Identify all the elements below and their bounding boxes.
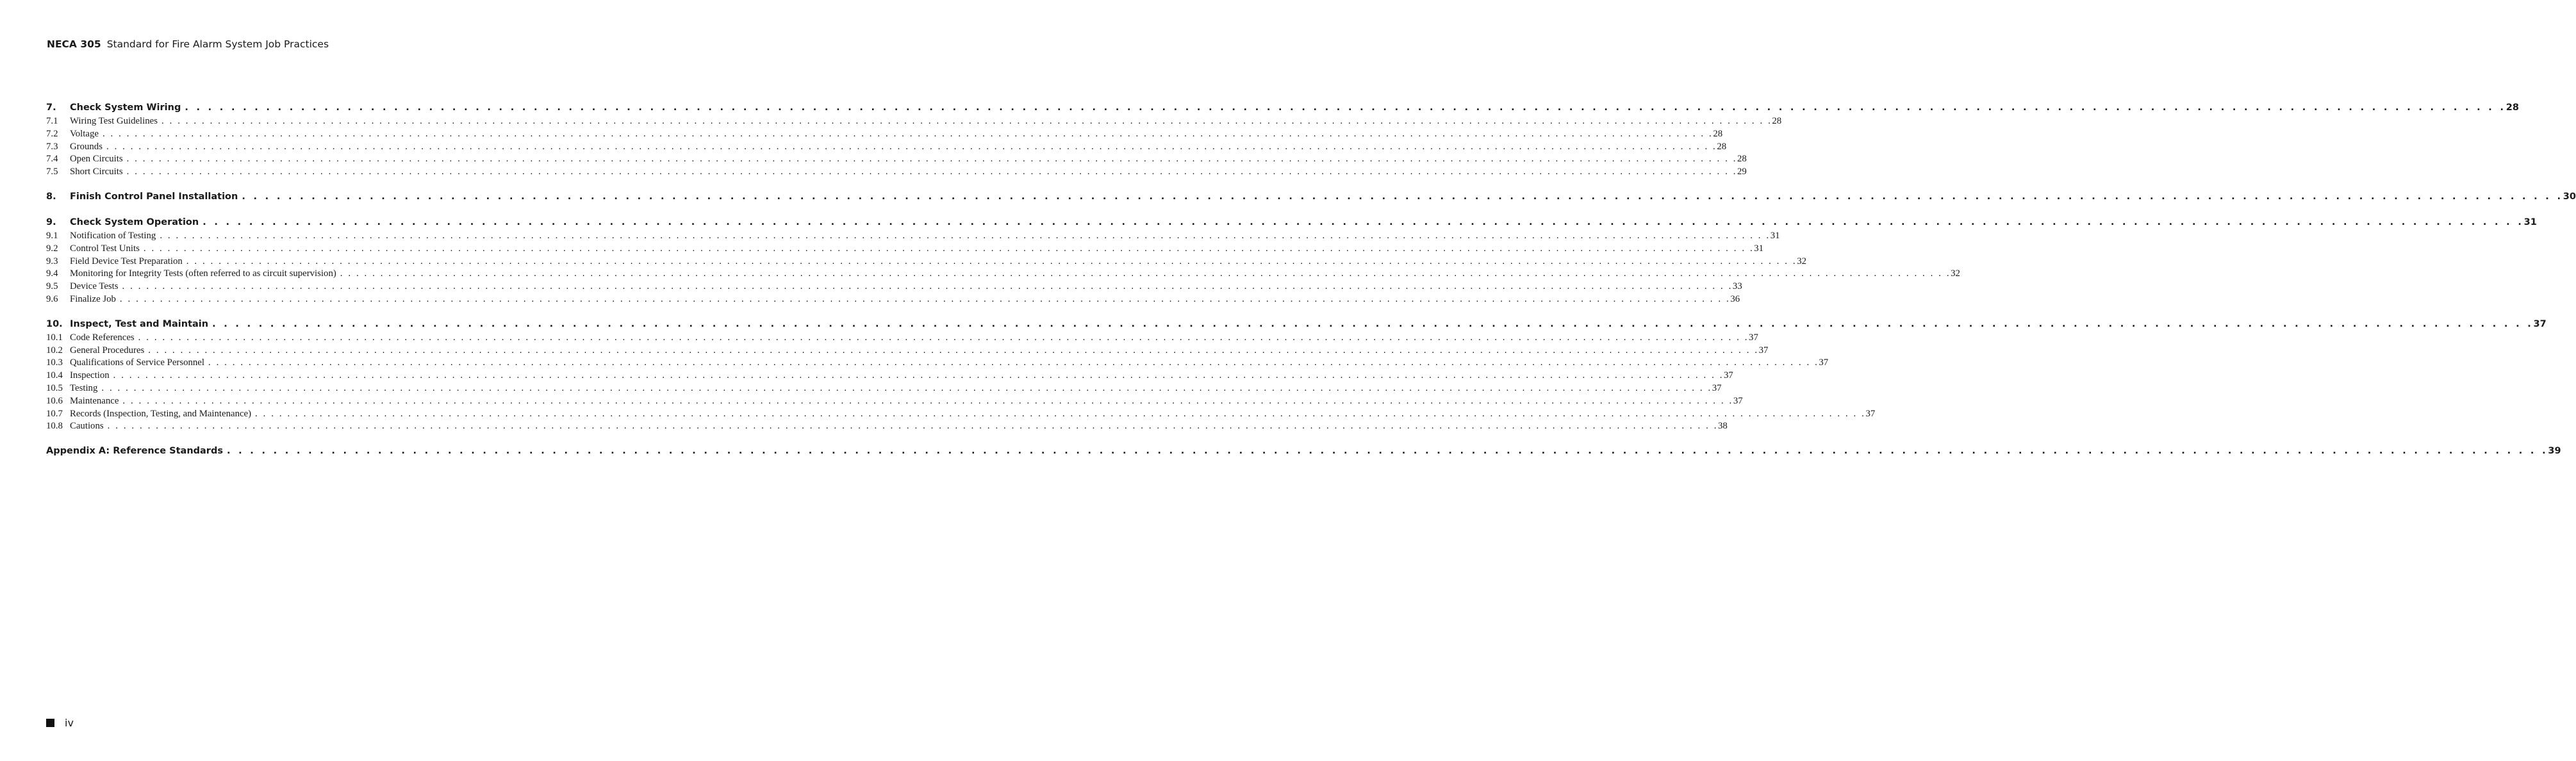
toc-subsection-entry[interactable] (46, 230, 1780, 243)
toc-entry-number: 10.2 (46, 345, 63, 356)
toc-entry-number: 9.2 (46, 243, 58, 254)
dot-leader: . . . . . . . . . . . . . . . . . . . . . . . . . . . . . . . . . . . . . . . . . . . . . . . . . . . . . . . . . . . . . . . . . . . . . . . . . . . . . . . . . . . . . . . . . . . . . . . . . . . . . . . . . . . . . . . . . . . . . . . . . . . . . . . . . . . . . . . . . . . . . . . . . . . . . . . . . . . . . . . . . . . . . . . . . . . . . . . . . . . . . . . . . . . . . . . . . . . . . . . . (148, 345, 1759, 356)
toc-subsection-entry[interactable] (46, 382, 1722, 395)
toc-entry-title: Testing (70, 382, 98, 393)
toc-entry-page: 37 (1819, 357, 1829, 368)
square-bullet-icon (46, 719, 54, 727)
toc-entry-page: 30 (2563, 191, 2576, 202)
toc-subsection-entry[interactable] (46, 115, 1782, 128)
toc-entry-title: Open Circuits (70, 154, 123, 165)
toc-entry-number: 9.3 (46, 256, 58, 266)
toc-section-entry[interactable] (46, 100, 2519, 115)
dot-leader: . . . . . . . . . . . . . . . . . . . . . . . . . . . . . . . . . . . . . . . . . . . . . . . . . . . . . . . . . . . . . . . . . . . . . . . . . . . . . . . . . . . . . . . . . . . . . . . . . . . . . . . . . . . . . . . . . . . . . . . . . . . . . . . . . . . . . . . . . . . . . . . . . . . . . . . . . . . . . . . . . . . . . . . . . . . . . . . . . . . . . . . . . . . . . . . . . . . . . . . . (122, 395, 1733, 406)
toc-entry-page: 38 (1718, 421, 1728, 432)
dot-leader: . . . . . . . . . . . . . . . . . . . . . . . . . . . . . . . . . . . . . . . . . . . . . . . . . . . . . . . . . . . . . . . . . . . . . . . . . . . . . . . . . . . . . . . . . . . . . . . . . . . . . . . . . . . . . . . . . . . . . . . . . . . . . . . . . . . . . . . . . . . . . . . . . . . . . . . . . . . . . . . . . . . . . . . . . . . . . . . . . . . . . . . . . . . . . . . . . . . . . . . . (143, 243, 1754, 254)
dot-leader: . . . . . . . . . . . . . . . . . . . . . . . . . . . . . . . . . . . . . . . . . . . . . . . . . . . . . . . . . . . . . . . . . . . . . . . . . . . . . . . . . . . . . . . . . . . . . . . . . . . . . . . . . . . . . . . . . . . . . . . . . . . . . . . . . . . . . . . . . . . . . . . . . . . . . . . . . . . . . . . . . . . . . . . . . . . . . . . . . . . . . . . . . . . . . . . . . . . . . . . . (185, 102, 2506, 113)
toc-entry-title: Finalize Job (70, 293, 116, 304)
toc-entry-page: 37 (1865, 408, 1876, 419)
toc-entry-title: Short Circuits (70, 167, 123, 177)
toc-entry-title: Records (Inspection, Testing, and Maintenance) (70, 408, 252, 419)
toc-subsection-entry[interactable] (46, 408, 1876, 421)
dot-leader: . . . . . . . . . . . . . . . . . . . . . . . . . . . . . . . . . . . . . . . . . . . . . . . . . . . . . . . . . . . . . . . . . . . . . . . . . . . . . . . . . . . . . . . . . . . . . . . . . . . . . . . . . . . . . . . . . . . . . . . . . . . . . . . . . . . . . . . . . . . . . . . . . . . . . . . . . . . . . . . . . . . . . . . . . . . . . . . . . . . . . . . . . . . . . . . . . . . . . . . . (107, 421, 1719, 432)
toc-entry-number: 9.4 (46, 268, 58, 279)
dot-leader: . . . . . . . . . . . . . . . . . . . . . . . . . . . . . . . . . . . . . . . . . . . . . . . . . . . . . . . . . . . . . . . . . . . . . . . . . . . . . . . . . . . . . . . . . . . . . . . . . . . . . . . . . . . . . . . . . . . . . . . . . . . . . . . . . . . . . . . . . . . . . . . . . . . . . . . . . . . . . . . . . . . . . . . . . . . . . . . . . . . . . . . . . . . . . . . . . . . . . . . . (113, 370, 1724, 381)
toc-entry-title: Notification of Testing (70, 230, 156, 241)
toc-entry-page: 32 (1797, 256, 1806, 266)
toc-entry-number: 9. (46, 217, 56, 227)
standard-code: NECA 305 (47, 38, 101, 50)
toc-subsection-entry[interactable] (46, 256, 1806, 268)
toc-entry-title: Code References (70, 332, 135, 343)
dot-leader: . . . . . . . . . . . . . . . . . . . . . . . . . . . . . . . . . . . . . . . . . . . . . . . . . . . . . . . . . . . . . . . . . . . . . . . . . . . . . . . . . . . . . . . . . . . . . . . . . . . . . . . . . . . . . . . . . . . . . . . . . . . . . . . . . . . . . . . . . . . . . . . . . . . . . . . . . . . . . . . . . . . . . . . . . . . . . . . . . . . . . . . . . . . . . . . . . . . . . . . . (226, 446, 2548, 457)
toc-section-entry[interactable] (46, 189, 2576, 204)
toc-entry-title: Inspect, Test and Maintain (70, 318, 209, 329)
toc-subsection-entry[interactable] (46, 332, 1758, 345)
dot-leader: . . . . . . . . . . . . . . . . . . . . . . . . . . . . . . . . . . . . . . . . . . . . . . . . . . . . . . . . . . . . . . . . . . . . . . . . . . . . . . . . . . . . . . . . . . . . . . . . . . . . . . . . . . . . . . . . . . . . . . . . . . . . . . . . . . . . . . . . . . . . . . . . . . . . . . . . . . . . . . . . . . . . . . . . . . . . . . . . . . . . . . . . . . . . . . . . . . . . . . . . (255, 408, 1866, 419)
dot-leader: . . . . . . . . . . . . . . . . . . . . . . . . . . . . . . . . . . . . . . . . . . . . . . . . . . . . . . . . . . . . . . . . . . . . . . . . . . . . . . . . . . . . . . . . . . . . . . . . . . . . . . . . . . . . . . . . . . . . . . . . . . . . . . . . . . . . . . . . . . . . . . . . . . . . . . . . . . . . . . . . . . . . . . . . . . . . . . . . . . . . . . . . . . . . . . . . . . . . . . . . (126, 154, 1737, 165)
toc-subsection-entry[interactable] (46, 243, 1764, 256)
toc-entry-number: 10.7 (46, 408, 63, 419)
toc-entry-number: 10.1 (46, 332, 63, 343)
toc-subsection-entry[interactable] (46, 141, 1727, 154)
toc-entry-number: 10. (46, 318, 63, 329)
toc-entry-page: 37 (1724, 370, 1733, 381)
toc-entry-title: Device Tests (70, 281, 119, 292)
toc-entry-number: 10.5 (46, 382, 63, 393)
toc-entry-page: 36 (1730, 293, 1740, 304)
toc-entry-title: Control Test Units (70, 243, 140, 254)
toc-entry-page: 37 (1749, 332, 1758, 343)
toc-entry-page: 37 (2533, 318, 2547, 329)
running-header (47, 38, 329, 50)
toc-entry-page: 31 (1754, 243, 1764, 254)
toc-entry-page: 37 (1712, 382, 1722, 393)
toc-subsection-entry[interactable] (46, 420, 1728, 433)
dot-leader: . . . . . . . . . . . . . . . . . . . . . . . . . . . . . . . . . . . . . . . . . . . . . . . . . . . . . . . . . . . . . . . . . . . . . . . . . . . . . . . . . . . . . . . . . . . . . . . . . . . . . . . . . . . . . . . . . . . . . . . . . . . . . . . . . . . . . . . . . . . . . . . . . . . . . . . . . . . . . . . . . . . . . . . . . . . . . . . . . . . . . . . . . . . . . . . . . . . . . . . . (212, 318, 2534, 329)
toc-section-entry[interactable] (46, 215, 2537, 230)
toc-entry-title: Check System Wiring (70, 102, 181, 113)
toc-subsection-entry[interactable] (46, 268, 1960, 281)
toc-entry-number: 7. (46, 102, 56, 113)
dot-leader: . . . . . . . . . . . . . . . . . . . . . . . . . . . . . . . . . . . . . . . . . . . . . . . . . . . . . . . . . . . . . . . . . . . . . . . . . . . . . . . . . . . . . . . . . . . . . . . . . . . . . . . . . . . . . . . . . . . . . . . . . . . . . . . . . . . . . . . . . . . . . . . . . . . . . . . . . . . . . . . . . . . . . . . . . . . . . . . . . . . . . . . . . . . . . . . . . . . . . . . . (102, 128, 1713, 139)
toc-entry-title: Inspection (70, 370, 110, 381)
toc-entry-title: General Procedures (70, 345, 145, 356)
toc-subsection-entry[interactable] (46, 370, 1733, 382)
toc-entry-title: Field Device Test Preparation (70, 256, 183, 266)
toc-entry-number: 10.6 (46, 395, 63, 406)
toc-entry-page: 28 (1713, 128, 1723, 139)
toc-entry-page: 28 (1772, 116, 1782, 126)
toc-entry-number: 7.3 (46, 141, 58, 152)
toc-entry-number: 9.5 (46, 281, 58, 292)
toc-entry-number: 10.8 (46, 421, 63, 432)
toc-section-entry[interactable] (46, 443, 2561, 459)
table-of-contents (46, 100, 2576, 459)
dot-leader: . . . . . . . . . . . . . . . . . . . . . . . . . . . . . . . . . . . . . . . . . . . . . . . . . . . . . . . . . . . . . . . . . . . . . . . . . . . . . . . . . . . . . . . . . . . . . . . . . . . . . . . . . . . . . . . . . . . . . . . . . . . . . . . . . . . . . . . . . . . . . . . . . . . . . . . . . . . . . . . . . . . . . . . . . . . . . . . . . . . . . . . . . . . . . . . . . . . . . . . . (208, 357, 1819, 368)
toc-entry-number: 9.6 (46, 293, 58, 304)
toc-subsection-entry[interactable] (46, 345, 1769, 357)
toc-entry-page: 28 (2506, 102, 2519, 113)
toc-entry-title: Check System Operation (70, 217, 199, 227)
dot-leader: . . . . . . . . . . . . . . . . . . . . . . . . . . . . . . . . . . . . . . . . . . . . . . . . . . . . . . . . . . . . . . . . . . . . . . . . . . . . . . . . . . . . . . . . . . . . . . . . . . . . . . . . . . . . . . . . . . . . . . . . . . . . . . . . . . . . . . . . . . . . . . . . . . . . . . . . . . . . . . . . . . . . . . . . . . . . . . . . . . . . . . . . . . . . . . . . . . . . . . . . (122, 281, 1733, 292)
toc-entry-page: 31 (1770, 230, 1780, 241)
toc-subsection-entry[interactable] (46, 357, 1829, 370)
dot-leader: . . . . . . . . . . . . . . . . . . . . . . . . . . . . . . . . . . . . . . . . . . . . . . . . . . . . . . . . . . . . . . . . . . . . . . . . . . . . . . . . . . . . . . . . . . . . . . . . . . . . . . . . . . . . . . . . . . . . . . . . . . . . . . . . . . . . . . . . . . . . . . . . . . . . . . . . . . . . . . . . . . . . . . . . . . . . . . . . . . . . . . . . . . . . . . . . . . . . . . . . (160, 230, 1771, 241)
toc-entry-title: Maintenance (70, 395, 119, 406)
dot-leader: . . . . . . . . . . . . . . . . . . . . . . . . . . . . . . . . . . . . . . . . . . . . . . . . . . . . . . . . . . . . . . . . . . . . . . . . . . . . . . . . . . . . . . . . . . . . . . . . . . . . . . . . . . . . . . . . . . . . . . . . . . . . . . . . . . . . . . . . . . . . . . . . . . . . . . . . . . . . . . . . . . . . . . . . . . . . . . . . . . . . . . . . . . . . . . . . . . . . . . . . (340, 268, 1951, 279)
toc-entry-number: 9.1 (46, 230, 58, 241)
toc-entry-number: 8. (46, 191, 56, 202)
toc-entry-title: Appendix A: Reference Standards (46, 446, 223, 457)
toc-entry-number: 10.4 (46, 370, 63, 381)
toc-subsection-entry[interactable] (46, 281, 1742, 293)
toc-subsection-entry[interactable] (46, 293, 1740, 306)
toc-entry-page: 39 (2548, 446, 2561, 457)
toc-subsection-entry[interactable] (46, 166, 1747, 179)
toc-entry-page: 32 (1951, 268, 1960, 279)
standard-title: Standard for Fire Alarm System Job Practices (106, 38, 329, 50)
toc-subsection-entry[interactable] (46, 128, 1723, 141)
toc-entry-number: 7.2 (46, 128, 58, 139)
dot-leader: . . . . . . . . . . . . . . . . . . . . . . . . . . . . . . . . . . . . . . . . . . . . . . . . . . . . . . . . . . . . . . . . . . . . . . . . . . . . . . . . . . . . . . . . . . . . . . . . . . . . . . . . . . . . . . . . . . . . . . . . . . . . . . . . . . . . . . . . . . . . . . . . . . . . . . . . . . . . . . . . . . . . . . . . . . . . . . . . . . . . . . . . . . . . . . . . . . . . . . . . (119, 293, 1731, 304)
toc-entry-title: Grounds (70, 141, 103, 152)
dot-leader: . . . . . . . . . . . . . . . . . . . . . . . . . . . . . . . . . . . . . . . . . . . . . . . . . . . . . . . . . . . . . . . . . . . . . . . . . . . . . . . . . . . . . . . . . . . . . . . . . . . . . . . . . . . . . . . . . . . . . . . . . . . . . . . . . . . . . . . . . . . . . . . . . . . . . . . . . . . . . . . . . . . . . . . . . . . . . . . . . . . . . . . . . . . . . . . . . . . . . . . . (126, 167, 1738, 177)
toc-entry-page: 28 (1717, 141, 1727, 152)
dot-leader: . . . . . . . . . . . . . . . . . . . . . . . . . . . . . . . . . . . . . . . . . . . . . . . . . . . . . . . . . . . . . . . . . . . . . . . . . . . . . . . . . . . . . . . . . . . . . . . . . . . . . . . . . . . . . . . . . . . . . . . . . . . . . . . . . . . . . . . . . . . . . . . . . . . . . . . . . . . . . . . . . . . . . . . . . . . . . . . . . . . . . . . . . . . . . . . . . . . . . . . . (186, 256, 1797, 266)
toc-entry-page: 31 (2523, 217, 2537, 227)
dot-leader: . . . . . . . . . . . . . . . . . . . . . . . . . . . . . . . . . . . . . . . . . . . . . . . . . . . . . . . . . . . . . . . . . . . . . . . . . . . . . . . . . . . . . . . . . . . . . . . . . . . . . . . . . . . . . . . . . . . . . . . . . . . . . . . . . . . . . . . . . . . . . . . . . . . . . . . . . . . . . . . . . . . . . . . . . . . . . . . . . . . . . . . . . . . . . . . . . . . . . . . . (101, 382, 1712, 393)
toc-entry-title: Voltage (70, 128, 99, 139)
toc-entry-title: Monitoring for Integrity Tests (often referred to as circuit supervision) (70, 268, 336, 279)
toc-section-entry[interactable] (46, 316, 2547, 332)
dot-leader: . . . . . . . . . . . . . . . . . . . . . . . . . . . . . . . . . . . . . . . . . . . . . . . . . . . . . . . . . . . . . . . . . . . . . . . . . . . . . . . . . . . . . . . . . . . . . . . . . . . . . . . . . . . . . . . . . . . . . . . . . . . . . . . . . . . . . . . . . . . . . . . . . . . . . . . . . . . . . . . . . . . . . . . . . . . . . . . . . . . . . . . . . . . . . . . . . . . . . . . . (202, 217, 2524, 227)
dot-leader: . . . . . . . . . . . . . . . . . . . . . . . . . . . . . . . . . . . . . . . . . . . . . . . . . . . . . . . . . . . . . . . . . . . . . . . . . . . . . . . . . . . . . . . . . . . . . . . . . . . . . . . . . . . . . . . . . . . . . . . . . . . . . . . . . . . . . . . . . . . . . . . . . . . . . . . . . . . . . . . . . . . . . . . . . . . . . . . . . . . . . . . . . . . . . . . . . . . . . . . . (138, 332, 1749, 343)
toc-entry-title: Cautions (70, 421, 104, 432)
toc-entry-page: 28 (1737, 154, 1747, 165)
page-number: iv (65, 717, 74, 729)
toc-entry-page: 33 (1732, 281, 1742, 292)
page-footer (46, 717, 74, 729)
toc-subsection-entry[interactable] (46, 153, 1747, 166)
toc-entry-page: 37 (1758, 345, 1769, 356)
toc-entry-page: 37 (1733, 395, 1743, 406)
toc-entry-number: 7.4 (46, 154, 58, 165)
dot-leader: . . . . . . . . . . . . . . . . . . . . . . . . . . . . . . . . . . . . . . . . . . . . . . . . . . . . . . . . . . . . . . . . . . . . . . . . . . . . . . . . . . . . . . . . . . . . . . . . . . . . . . . . . . . . . . . . . . . . . . . . . . . . . . . . . . . . . . . . . . . . . . . . . . . . . . . . . . . . . . . . . . . . . . . . . . . . . . . . . . . . . . . . . . . . . . . . . . . . . . . . (106, 141, 1717, 152)
toc-entry-number: 7.1 (46, 116, 58, 126)
toc-entry-number: 10.3 (46, 357, 63, 368)
toc-entry-number: 7.5 (46, 167, 58, 177)
dot-leader: . . . . . . . . . . . . . . . . . . . . . . . . . . . . . . . . . . . . . . . . . . . . . . . . . . . . . . . . . . . . . . . . . . . . . . . . . . . . . . . . . . . . . . . . . . . . . . . . . . . . . . . . . . . . . . . . . . . . . . . . . . . . . . . . . . . . . . . . . . . . . . . . . . . . . . . . . . . . . . . . . . . . . . . . . . . . . . . . . . . . . . . . . . . . . . . . . . . . . . . . (161, 116, 1772, 126)
toc-entry-title: Qualifications of Service Personnel (70, 357, 204, 368)
toc-entry-page: 29 (1737, 167, 1747, 177)
toc-subsection-entry[interactable] (46, 395, 1743, 408)
toc-entry-title: Wiring Test Guidelines (70, 116, 158, 126)
dot-leader: . . . . . . . . . . . . . . . . . . . . . . . . . . . . . . . . . . . . . . . . . . . . . . . . . . . . . . . . . . . . . . . . . . . . . . . . . . . . . . . . . . . . . . . . . . . . . . . . . . . . . . . . . . . . . . . . . . . . . . . . . . . . . . . . . . . . . . . . . . . . . . . . . . . . . . . . . . . . . . . . . . . . . . . . . . . . . . . . . . . . . . . . . . . . . . . . . . . . . . . . (242, 191, 2563, 202)
toc-entry-title: Finish Control Panel Installation (70, 191, 238, 202)
